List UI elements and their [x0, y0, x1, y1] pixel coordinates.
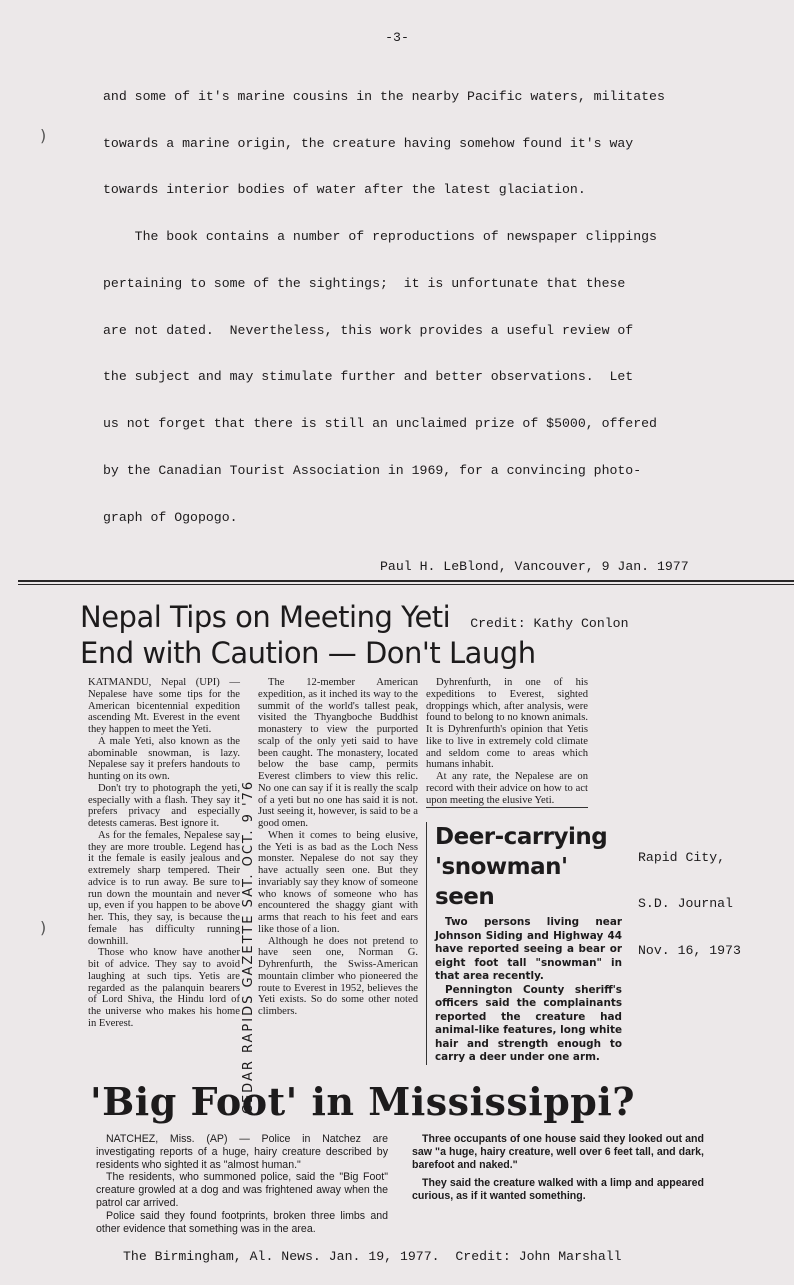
paragraph: Police said they found footprints, broken three limbs and other evidence that something was in the area. — [96, 1209, 388, 1235]
paragraph: Pennington County sheriff's officers said the complainants reported the creature had animal-like features, long white hair and strength enough to carry a deer under one arm. — [435, 983, 622, 1064]
letter-signature: Paul H. LeBlond, Vancouver, 9 Jan. 1977 — [380, 558, 689, 574]
letter-line: are not dated. Nevertheless, this work provides a useful review of — [103, 322, 634, 338]
headline-line: Nepal Tips on Meeting Yeti — [80, 600, 451, 635]
paragraph: Dyhrenfurth, in one of his expeditions to Everest, sighted droppings which, after analysis, were found to belong to no known animals. It is Dyhrenfurth's opinion that Yetis like to live in extremely cold climate and seldom come to areas which humans inhabit. — [426, 677, 588, 771]
paragraph: At any rate, the Nepalese are on record with their advice on how to act upon meeting the elusive Yeti. — [426, 771, 588, 806]
nepal-headline — [80, 599, 794, 671]
bigfoot-column-1 — [96, 1133, 388, 1235]
divider — [18, 584, 794, 585]
paragraph: Although he does not pretend to have seen one, Norman G. Dyhrenfurth, the Swiss-American mountain climber who pioneered the route to Everest in 1952, believes the Yeti exists. So do some other noted climbers. — [258, 935, 418, 1018]
letter-line: The book contains a number of reproductions of newspaper clippings — [103, 229, 657, 245]
source-line: Nov. 16, 1973 — [638, 943, 741, 959]
bigfoot-column-2 — [412, 1133, 704, 1235]
nepal-column-3 — [426, 677, 588, 808]
source-line: S.D. Journal — [638, 896, 733, 912]
letter-line: towards interior bodies of water after the latest glaciation. — [103, 182, 586, 198]
bigfoot-body — [96, 1133, 794, 1235]
divider — [18, 580, 794, 582]
letter-line: us not forget that there is still an unclaimed prize of $5000, offered — [103, 416, 657, 432]
paragraph: Those who know have another bit of advice. They say to avoid laughing at such tips. Yetis are regarded as the palanquin bearers of Lord Shiva, the Hindu lord of the universe who makes his home in Everest. — [88, 947, 240, 1029]
paragraph: A male Yeti, also known as the abominable snowman, is lazy. Nepalese say it prefers handouts to hunting on its own. — [88, 735, 240, 783]
source-line: Rapid City, — [638, 849, 726, 865]
letter-line: pertaining to some of the sightings; it is unfortunate that these — [103, 275, 626, 291]
headline-line: 'snowman' seen — [435, 854, 568, 911]
gazette-stamp — [240, 677, 258, 1115]
letter-text — [103, 58, 794, 557]
letter-line: and some of it's marine cousins in the nearby Pacific waters, militates — [103, 88, 665, 104]
deer-source — [638, 818, 741, 1065]
nepal-credit: Credit: Kathy Conlon — [470, 615, 629, 631]
deer-body — [435, 916, 622, 1065]
paragraph: Three occupants of one house said they looked out and saw "a huge, hairy creature, well over 6 feet tall, and dark, barefoot and naked." — [412, 1132, 704, 1171]
letter-line: by the Canadian Tourist Association in 1969, for a convincing photo- — [103, 463, 642, 479]
deer-headline — [435, 822, 622, 912]
paragraph: Don't try to photograph the yeti, especially with a flash. They say it prefers privacy and especially detests cameras. Best ignore it. — [88, 782, 240, 830]
paragraph: As for the females, Nepalese say they are more trouble. Legend has it the female is easily jealous and extremely sharp tempered. Their advice is to run away. Be sure to run down the mountain and never up, even if you happen to be above her. This, they say, is because the female has difficulty running downhill. — [88, 829, 240, 947]
margin-mark: ) — [40, 918, 47, 937]
nepal-column-1 — [88, 677, 240, 1030]
page-number: -3- — [385, 30, 409, 45]
stamp-text: CEDAR RAPIDS GAZETTE SAT. OCT. 9 '76 — [241, 780, 256, 1115]
nepal-column-2 — [258, 677, 418, 1018]
paragraph: KATMANDU, Nepal (UPI) — Nepalese have some tips for the American bicentennial expedition ascending Mt. Everest in the event they happen to meet the Yeti. — [88, 677, 240, 736]
headline-line: End with Caution — Don't Laugh — [80, 636, 536, 671]
bigfoot-footer: The Birmingham, Al. News. Jan. 19, 1977. Credit: John Marshall — [123, 1249, 622, 1265]
paragraph: The residents, who summoned police, said the "Big Foot" creature growled at a dog and was frightened away when the patrol car arrived. — [96, 1171, 388, 1209]
deer-box — [426, 822, 622, 1065]
bigfoot-headline: 'Big Foot' in Mississippi? — [90, 1078, 636, 1124]
paragraph: When it comes to being elusive, the Yeti is as bad as the Loch Ness monster. Nepalese do not say they have actually seen one. But they invariably say they know of someone who knows of someone who has encountered the shaggy giant with arms that reach to his feet and ears like those of a lion. — [258, 829, 418, 935]
letter-line: towards a marine origin, the creature having somehow found it's way — [103, 135, 634, 151]
deer-article — [426, 822, 776, 1065]
paragraph: The 12-member American expedition, as it inched its way to the summit of the world's tallest peak, visited the Thyangboche Buddhist monastery to view the purported scalp of the only yeti said to have been caught. The monastery, located below the base camp, permits Everest climbers to view this relic. No one can say if it is really the scalp of a yeti but no one has said it is not. Just seeing it, however, is said to be a good omen. — [258, 677, 418, 830]
right-area — [426, 677, 776, 1065]
letter-line: graph of Ogopogo. — [103, 509, 238, 525]
margin-mark: ) — [40, 126, 47, 145]
paragraph: NATCHEZ, Miss. (AP) — Police in Natchez are investigating reports of a huge, hairy creature described by residents who sighted it as "almost human." — [96, 1132, 388, 1171]
paragraph: Two persons living near Johnson Siding and Highway 44 have reported seeing a bear or eight foot tall "snowman" in that area recently. — [435, 916, 622, 983]
letter-line: the subject and may stimulate further and better observations. Let — [103, 369, 634, 385]
paragraph: They said the creature walked with a limp and appeared curious, as if it wanted something. — [412, 1177, 704, 1203]
headline-line: Deer-carrying — [435, 824, 608, 851]
